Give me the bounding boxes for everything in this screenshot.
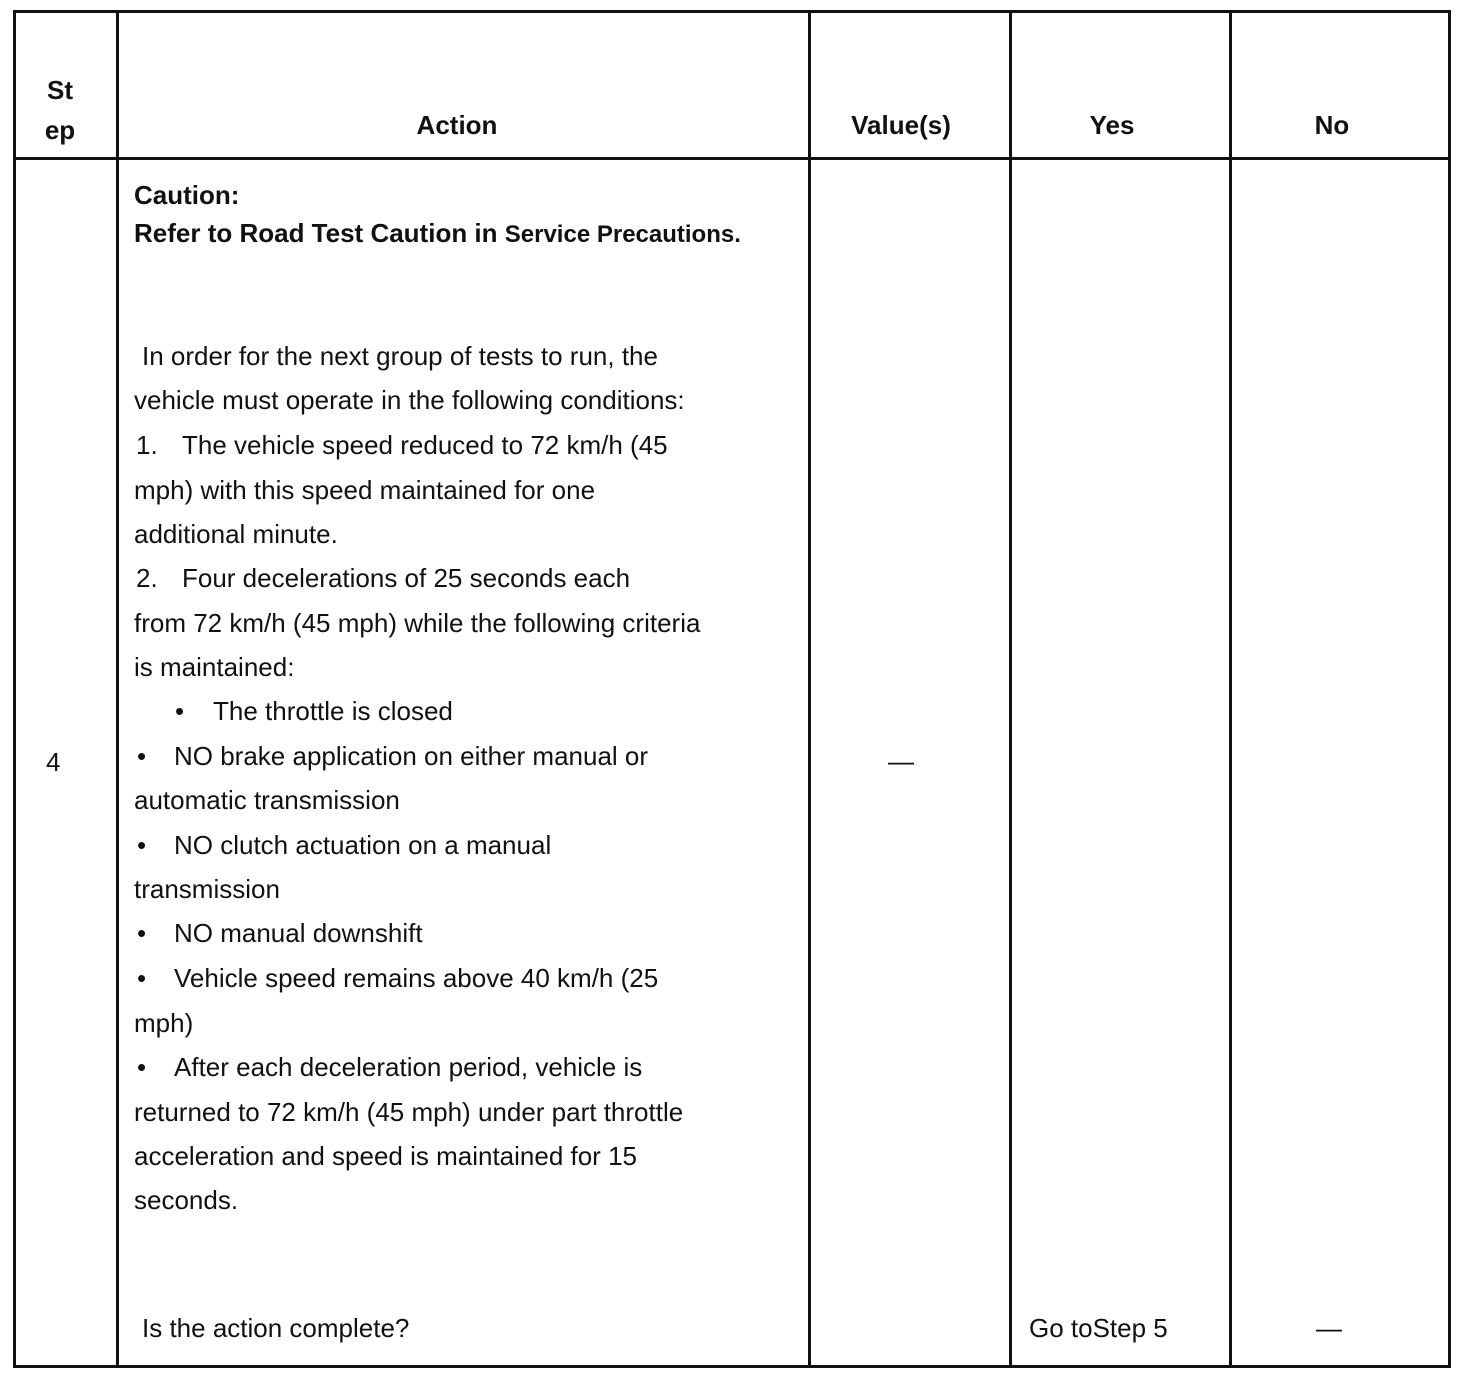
bullet-icon: • xyxy=(137,963,147,993)
header-step xyxy=(16,70,104,150)
bullet-icon: • xyxy=(137,918,147,948)
criterion-6-line3: acceleration and speed is maintained for 15 xyxy=(134,1141,637,1171)
header-no: No xyxy=(1314,110,1350,140)
item1-line1: The vehicle speed reduced to 72 km/h (45 xyxy=(182,430,668,460)
item2-line1: Four decelerations of 25 seconds each xyxy=(182,563,631,593)
caution-text xyxy=(134,218,741,250)
item2-number: 2. xyxy=(136,563,158,593)
criterion-6-line1: After each deceleration period, vehicle is xyxy=(174,1052,643,1082)
caution-text-a: Refer to Road Test Caution in xyxy=(134,218,498,248)
item1-line2: mph) with this speed maintained for one xyxy=(134,475,596,505)
bullet-icon: • xyxy=(175,696,185,726)
item2-line3: is maintained: xyxy=(134,652,295,682)
item1-number: 1. xyxy=(136,430,158,460)
header-divider xyxy=(16,157,1448,160)
caution-label: Caution: xyxy=(134,180,240,210)
header-step-line2: ep xyxy=(44,115,76,145)
item1-line3: additional minute. xyxy=(134,519,338,549)
value-cell: — xyxy=(888,746,914,776)
criterion-3-line1: NO clutch actuation on a manual xyxy=(174,830,552,860)
header-values: Value(s) xyxy=(851,110,951,140)
item2-line2: from 72 km/h (45 mph) while the following criteria xyxy=(134,608,701,638)
criterion-5-line1: Vehicle speed remains above 40 km/h (25 xyxy=(174,963,659,993)
criterion-6-line4: seconds. xyxy=(134,1185,239,1215)
criterion-4: NO manual downshift xyxy=(174,918,423,948)
column-divider xyxy=(116,13,119,1365)
column-divider xyxy=(808,13,811,1365)
caution-text-b: Service Precautions. xyxy=(504,221,741,248)
column-divider xyxy=(1229,13,1232,1365)
criterion-1: The throttle is closed xyxy=(213,696,453,726)
header-step-line1: St xyxy=(47,75,73,105)
criterion-5-line2: mph) xyxy=(134,1008,194,1038)
question: Is the action complete? xyxy=(142,1313,410,1343)
criterion-3-line2: transmission xyxy=(134,874,280,904)
header-action: Action xyxy=(416,110,498,140)
bullet-icon: • xyxy=(137,830,147,860)
criterion-2-line2: automatic transmission xyxy=(134,785,400,815)
intro-line2: vehicle must operate in the following conditions: xyxy=(134,385,685,415)
criterion-6-line2: returned to 72 km/h (45 mph) under part throttle xyxy=(134,1097,684,1127)
intro-line1: In order for the next group of tests to run, the xyxy=(142,341,658,371)
column-divider xyxy=(1009,13,1012,1365)
bullet-icon: • xyxy=(137,1052,147,1082)
header-yes: Yes xyxy=(1089,110,1135,140)
step-number: 4 xyxy=(46,747,61,777)
no-cell: — xyxy=(1316,1313,1342,1343)
bullet-icon: • xyxy=(137,741,147,771)
criterion-2-line1: NO brake application on either manual or xyxy=(174,741,649,771)
yes-cell: Go toStep 5 xyxy=(1029,1313,1168,1343)
